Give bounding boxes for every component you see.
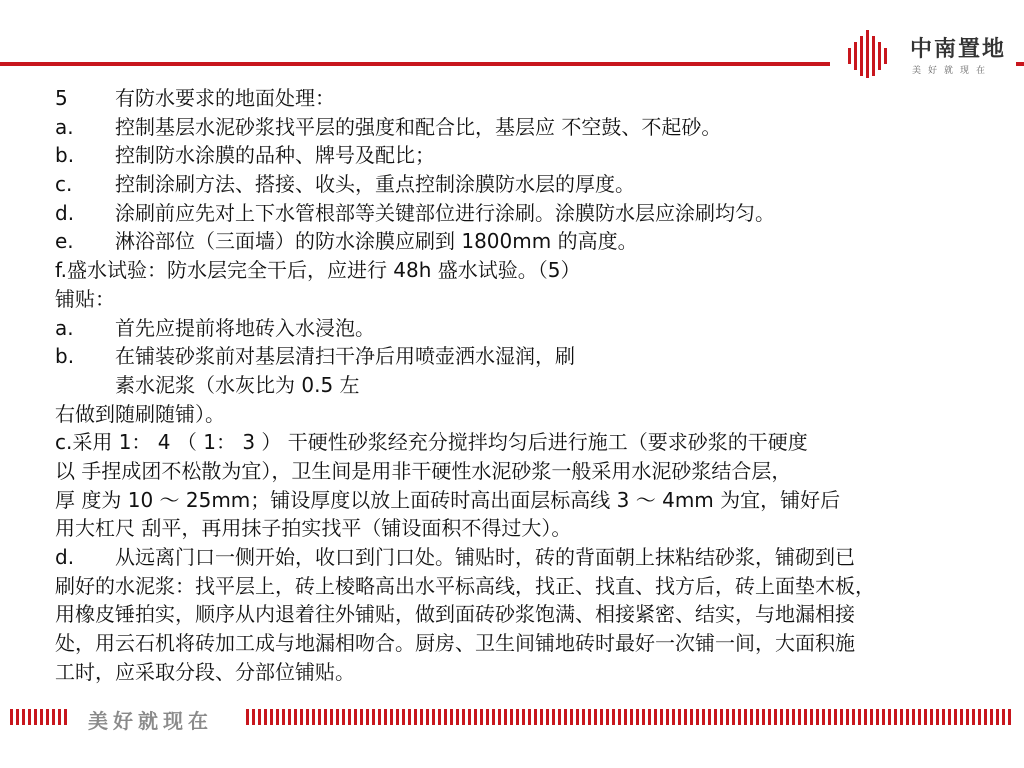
item-text: 以 手捏成团不松散为宜），卫生间是用非干硬性水泥砂浆一般采用水泥砂浆结合层， [55,458,792,483]
text-line [55,486,990,515]
item-text: 首先应提前将地砖入水浸泡。 [115,315,375,340]
footer-slogan: 美好就现在 [88,709,213,733]
text-line [55,199,990,228]
item-text: 控制基层水泥砂浆找平层的强度和配合比，基层应 不空鼓、不起砂。 [115,114,722,139]
text-line [55,514,990,543]
item-label: 5 [55,86,68,110]
item-text: 刷好的水泥浆：找平层上，砖上棱略高出水平标高线，找正、找直、找方后，砖上面垫木板， [55,573,875,598]
text-line [55,314,990,343]
text-line [55,428,990,457]
item-text: 控制涂刷方法、搭接、收头，重点控制涂膜防水层的厚度。 [115,172,635,197]
text-line [55,227,990,256]
brand-slogan: 美好就现在 [912,66,993,76]
text-line [55,457,990,486]
footer-band [0,700,1024,736]
item-label: b. [55,143,75,168]
item-label: d. [55,200,75,225]
item-text: 在铺装砂浆前对基层清扫干净后用喷壶洒水湿润，刷 [115,344,575,369]
item-text: 素水泥浆（水灰比为 0.5 左 [115,372,360,397]
item-text: c.采用 1： 4 （ 1： 3 ） 干硬性砂浆经充分搅拌均匀后进行施工（要求砂浆的干硬度 [55,430,808,455]
text-line [55,285,990,314]
brand-logo [846,26,1016,82]
text-line [55,600,990,629]
item-text: 工时，应采取分段、分部位铺贴。 [55,659,355,684]
footer-stripes-left-icon [10,709,72,725]
text-line [55,658,990,687]
text-line [55,400,990,429]
text-line [55,371,990,400]
item-text: 用大杠尺 刮平，再用抹子拍实找平（铺设面积不得过大）。 [55,516,572,541]
text-line [55,543,990,572]
item-text: 有防水要求的地面处理： [115,86,335,110]
text-line [55,342,990,371]
item-text: 右做到随刷随铺）。 [55,401,225,426]
item-text: 从远离门口一侧开始，收口到门口处。铺贴时，砖的背面朝上抹粘结砂浆，铺砌到已 [115,545,855,569]
item-text: 淋浴部位（三面墙）的防水涂膜应刷到 1800mm 的高度。 [115,229,638,254]
item-label: a. [55,114,74,139]
item-text: 用橡皮锤拍实，顺序从内退着往外铺贴，做到面砖砂浆饱满、相接紧密、结实，与地漏相接 [55,602,855,627]
item-label: a. [55,315,74,340]
document-body [55,84,990,686]
logo-bars-icon [846,30,904,78]
header-divider [0,62,830,66]
brand-name: 中南置地 [910,37,1007,62]
text-line [55,84,990,113]
item-text: 控制防水涂膜的品种、牌号及配比； [115,143,435,168]
item-label: b. [55,344,75,369]
footer-stripes-right-icon [246,709,1016,725]
text-line [55,113,990,142]
header-divider-end [1016,62,1024,66]
text-line [55,170,990,199]
item-text: f.盛水试验：防水层完全干后，应进行 48h 盛水试验。（5） [55,258,581,283]
item-text: 厚 度为 10 ～ 25mm；铺设厚度以放上面砖时高出面层标高线 3 ～ 4mm 为宜，铺好后 [55,487,841,512]
item-label: c. [55,172,73,197]
item-label: d. [55,545,75,569]
text-line [55,141,990,170]
item-text: 涂刷前应先对上下水管根部等关键部位进行涂刷。涂膜防水层应涂刷均匀。 [115,200,775,225]
item-text: 铺贴： [55,286,115,311]
text-line [55,572,990,601]
item-text: 处，用云石机将砖加工成与地漏相吻合。厨房、卫生间铺地砖时最好一次铺一间，大面积施 [55,631,855,656]
item-label: e. [55,229,74,254]
text-line [55,256,990,285]
text-line [55,629,990,658]
